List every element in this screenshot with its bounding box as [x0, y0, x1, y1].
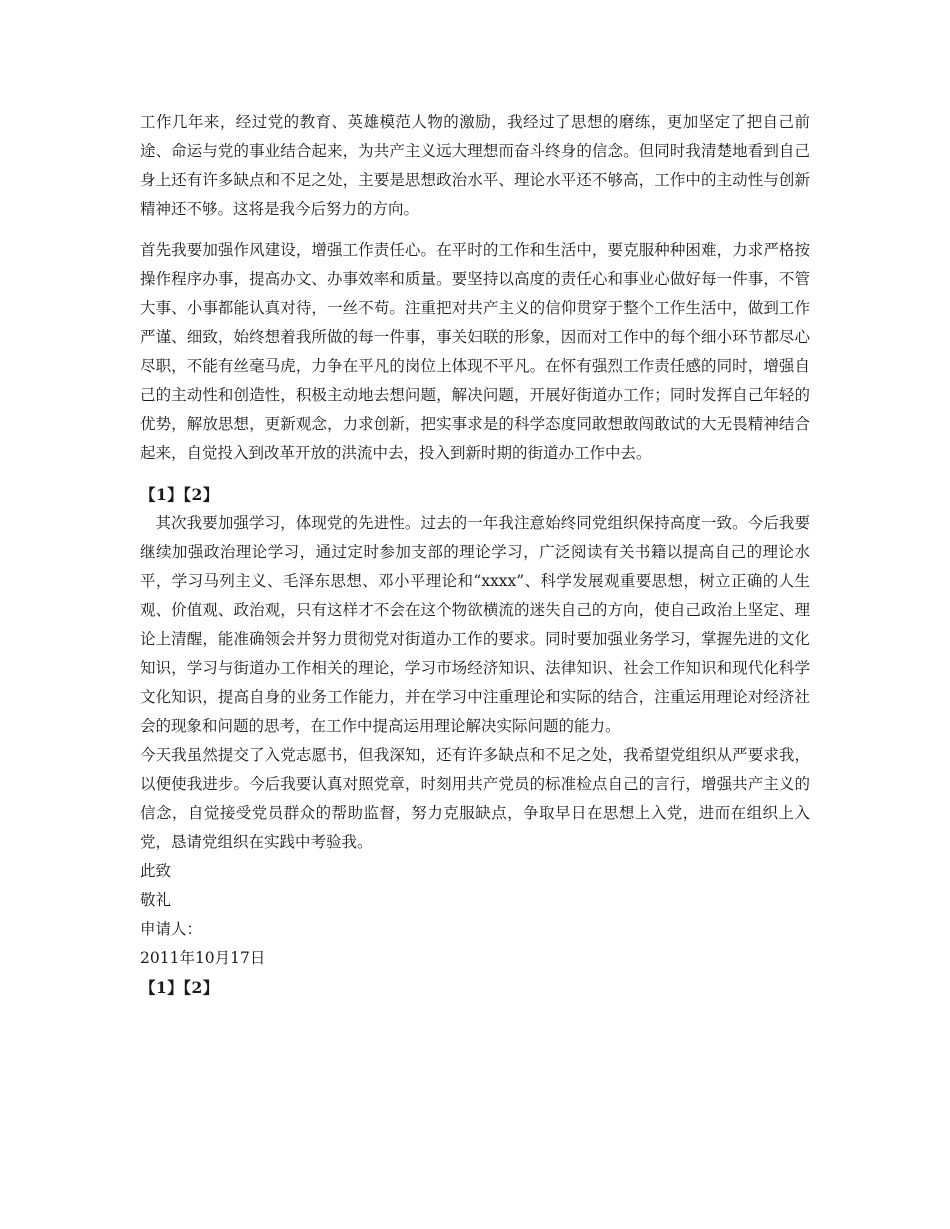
closing-regards: 敬礼 — [140, 891, 172, 909]
page-link-1[interactable]: 【1】 — [140, 485, 184, 504]
page-link-1-bottom[interactable]: 【1】 — [140, 978, 184, 997]
paragraph-commitment: 今天我虽然提交了入党志愿书，但我深知，还有许多缺点和不足之处，我希望党组织从严要求我，以便使我进步。今后我要认真对照党章，时刻用共产党员的标准检点自己的言行，增强共产主义的信念，自觉接受党员群众的帮助监督，努力克服缺点，争取早日在思想上入党，进而在组织上入党，恳请党组织在实践中考验我。 — [140, 746, 810, 851]
page-link-2-bottom[interactable]: 【2】 — [183, 978, 219, 997]
page-link-2[interactable]: 【2】 — [183, 485, 219, 504]
paragraph-work-style: 首先我要加强作风建设，增强工作责任心。在平时的工作和生活中，要克服种种困难，力求严格按操作程序办事，提高办文、办事效率和质量。要坚持以高度的责任心和事业心做好每一件事，不管大事、小事都能认真对待，一丝不苟。注重把对共产主义的信仰贯穿于整个工作生活中，做到工作严谨、细致，始终想着我所做的每一件事，事关妇联的形象，因而对工作中的每个细小环节都尽心尽职，不能有丝毫马虎，力争在平凡的岗位上体现不平凡。在怀有强烈工作责任感的同时，增强自己的主动性和创造性，积极主动地去想问题，解决问题，开展好街道办工作；同时发挥自己年轻的优势，解放思想，更新观念，力求创新，把实事求是的科学态度同敢想敢闯敢试的大无畏精神结合起来，自觉投入到改革开放的洪流中去，投入到新时期的街道办工作中去。 — [140, 241, 810, 462]
pagination-bottom — [140, 973, 810, 1002]
paragraph-study: 其次我要加强学习，体现党的先进性。过去的一年我注意始终同党组织保持高度一致。今后我要继续加强政治理论学习，通过定时参加支部的理论学习，广泛阅读有关书籍以提高自己的理论水平，学习马列主义、毛泽东思想、邓小平理论和“xxxx”、科学发展观重要思想，树立正确的人生观、价值观、政治观，只有这样才不会在这个物欲横流的迷失自己的方向，使自己政治上坚定、理论上清醒，能准确领会并努力贯彻党对街道办工作的要求。同时要加强业务学习，掌握先进的文化知识，学习与街道办工作相关的理论，学习市场经济知识、法律知识、社会工作知识和现代化科学文化知识，提高自身的业务工作能力，并在学习中注重理论和实际的结合，注重运用理论对经济社会的现象和问题的思考，在工作中提高运用理论解决实际问题的能力。 — [140, 514, 810, 735]
pagination-top — [140, 480, 810, 509]
signature-date: 2011年10月17日 — [140, 949, 266, 967]
applicant-label: 申请人： — [140, 920, 203, 938]
closing-salutation: 此致 — [140, 862, 172, 880]
paragraph-reflection: 工作几年来，经过党的教育、英雄模范人物的激励，我经过了思想的磨练，更加坚定了把自己前途、命运与党的事业结合起来，为共产主义远大理想而奋斗终身的信念。但同时我清楚地看到自己身上还有许多缺点和不足之处，主要是思想政治水平、理论水平还不够高，工作中的主动性与创新精神还不够。这将是我今后努力的方向。 — [140, 113, 810, 218]
document-body — [140, 108, 810, 1002]
